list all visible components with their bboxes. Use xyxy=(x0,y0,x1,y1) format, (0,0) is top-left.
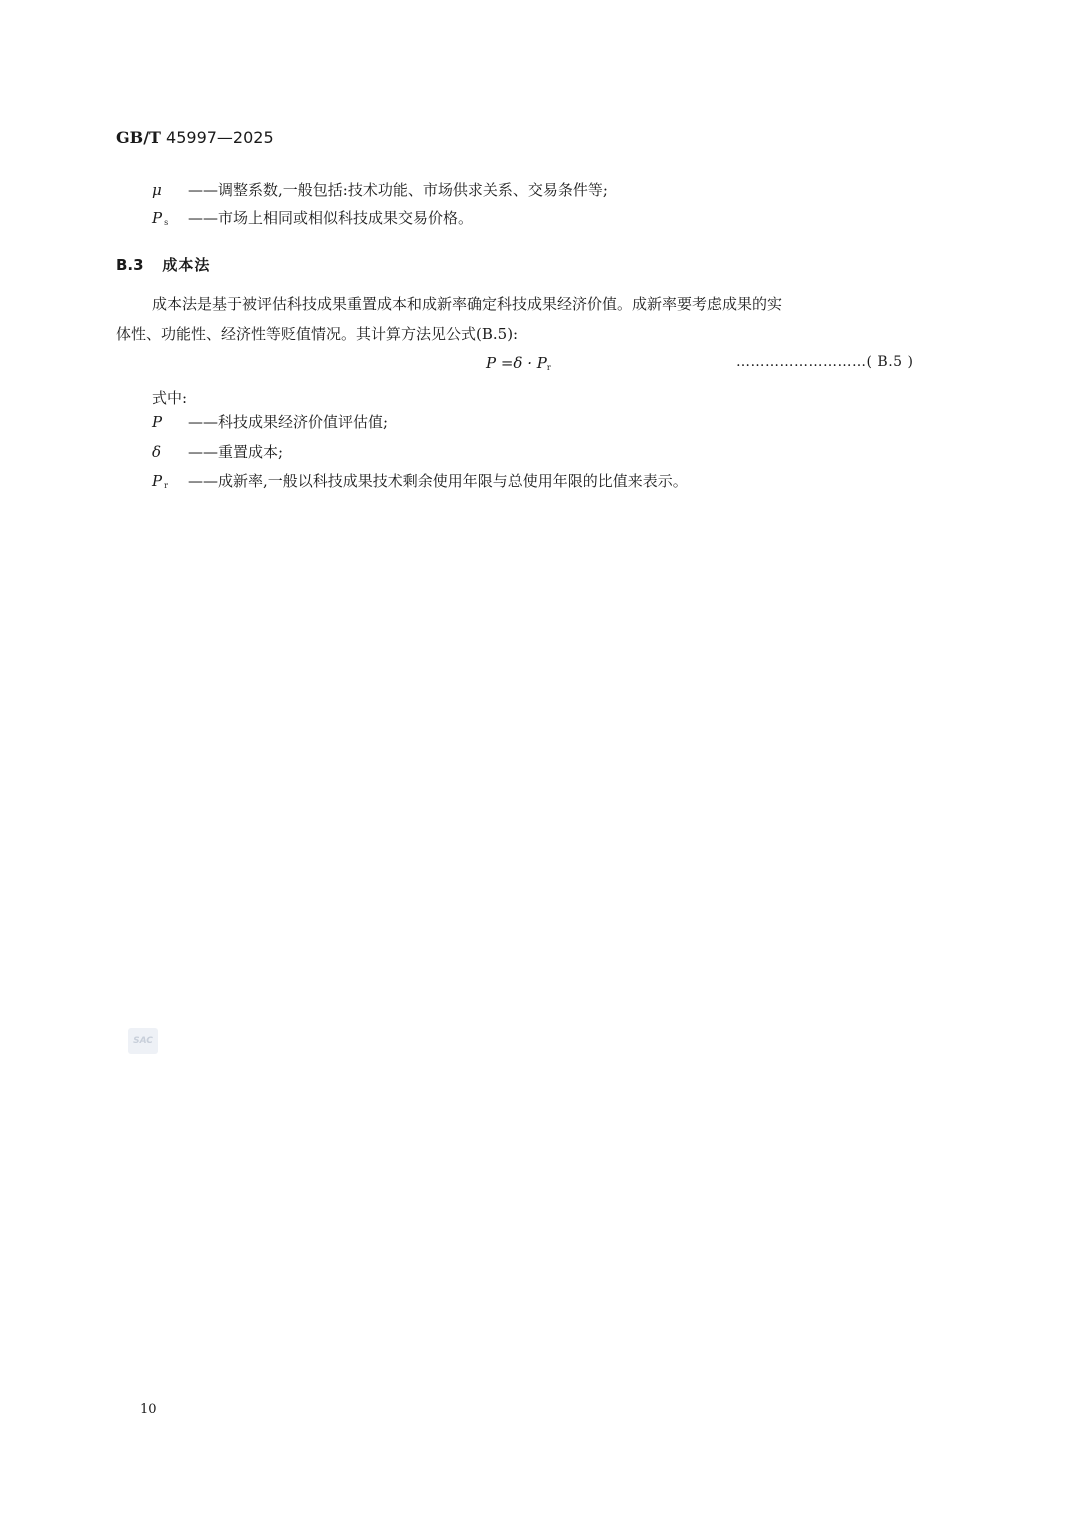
document-header xyxy=(116,128,274,147)
symbol: P $_s$ xyxy=(152,209,169,227)
standard-code: GB/T xyxy=(116,128,161,147)
definition-text: ——重置成本; xyxy=(188,443,284,461)
definition-text: ——成新率,一般以科技成果技术剩余使用年限与总使用年限的比值来表示。 xyxy=(188,472,688,490)
definition-text: ——市场上相同或相似科技成果交易价格。 xyxy=(188,209,474,227)
symbol: P xyxy=(152,413,163,431)
definition-text: ——调整系数,一般包括:技术功能、市场供求关系、交易条件等; xyxy=(188,181,608,199)
section-number: B.3 xyxy=(116,256,144,274)
page-number: 10 xyxy=(140,1402,157,1417)
formula: $P =\delta \cdot P_r$ xyxy=(486,354,551,372)
section-heading xyxy=(116,254,210,275)
section-title: 成本法 xyxy=(162,256,211,274)
symbol: P $_r$ xyxy=(152,472,168,490)
paragraph-line-1: 成本法是基于被评估科技成果重置成本和成新率确定科技成果经济价值。成新率要考虑成果的实 xyxy=(152,295,783,313)
equation-reference: ………………………( B.5 ) xyxy=(736,354,914,370)
standard-number: 45997—2025 xyxy=(166,128,274,147)
symbol: μ xyxy=(152,181,162,199)
definition-text: ——科技成果经济价值评估值; xyxy=(188,413,389,431)
where-label: 式中: xyxy=(152,389,188,407)
paragraph-line-2: 体性、功能性、经济性等贬值情况。其计算方法见公式(B.5): xyxy=(116,325,519,343)
symbol: δ xyxy=(152,443,162,461)
sac-watermark-logo: SAC xyxy=(128,1028,158,1054)
